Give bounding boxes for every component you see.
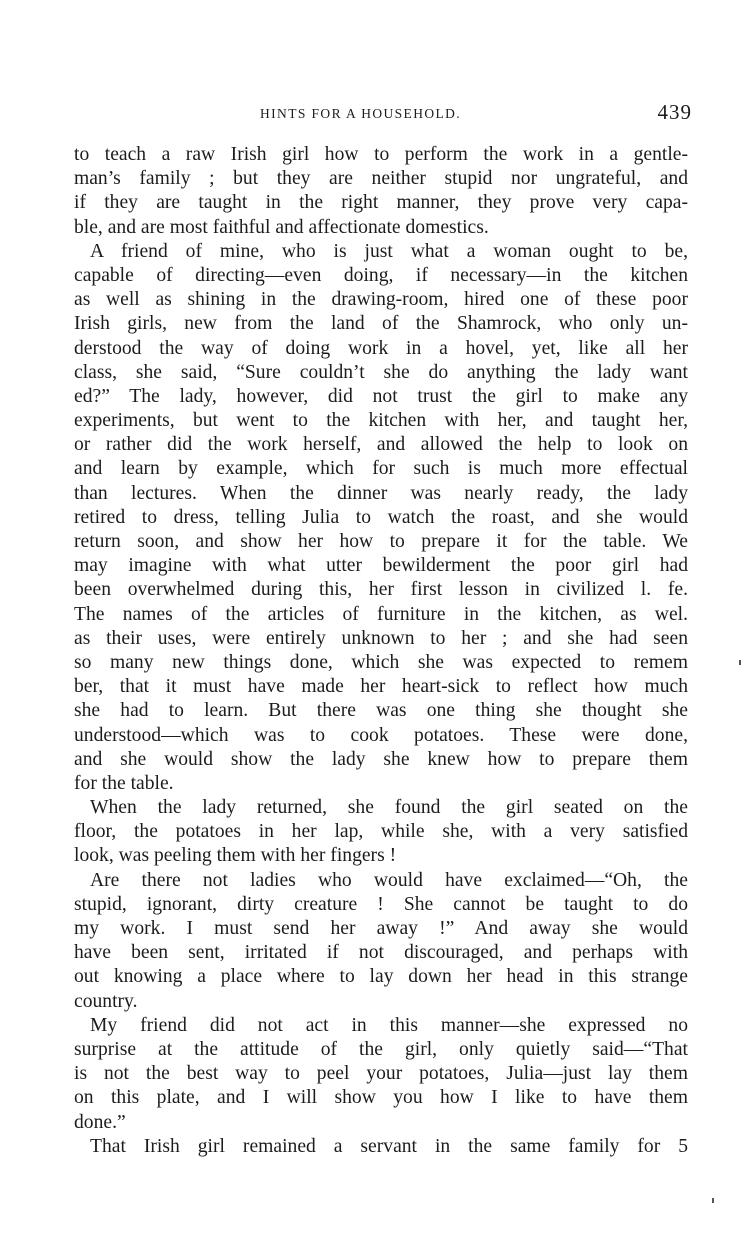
text-line: ed?” The lady, however, did not trust the girl to make any — [74, 385, 688, 407]
text-line: my work. I must send her away !” And away she would — [74, 918, 688, 939]
text-line: is not the best way to peel your potatoes, Julia—just lay them — [74, 1063, 688, 1085]
text-line: as well as shining in the drawing-room, hired one of these poor — [74, 289, 688, 311]
page-number: 439 — [657, 100, 692, 124]
text-line: for the table. — [74, 772, 174, 794]
text-line: on this plate, and I will show you how I like to have them — [74, 1087, 688, 1109]
text-line: My friend did not act in this manner—she expressed no — [90, 1014, 688, 1036]
text-line: as their uses, were entirely unknown to her ; and she had seen — [74, 627, 688, 649]
text-line: country. — [74, 990, 138, 1012]
text-line: experiments, but went to the kitchen with her, and taught her, — [74, 410, 688, 432]
text-line: surprise at the attitude of the girl, only quietly said—“That — [74, 1038, 688, 1060]
text-line: than lectures. When the dinner was nearly ready, the lady — [74, 482, 688, 504]
text-line: capable of directing—even doing, if necessary—in the kitchen — [74, 264, 688, 286]
text-line: When the lady returned, she found the girl seated on the — [90, 797, 688, 819]
text-line: floor, the potatoes in her lap, while she, with a very satisfied — [74, 821, 688, 843]
text-line: so many new things done, which she was expected to remem — [74, 651, 688, 673]
text-line: class, she said, “Sure couldn’t she do anything the lady want — [74, 361, 688, 383]
text-line: That Irish girl remained a servant in the same family for 5 — [90, 1135, 688, 1157]
text-line: ble, and are most faithful and affectionate domestics. — [74, 216, 489, 238]
text-line: stupid, ignorant, dirty creature ! She cannot be taught to do — [74, 893, 688, 915]
text-line: done.” — [74, 1111, 126, 1133]
text-line: and she would show the lady she knew how to prepare them — [74, 748, 688, 770]
ink-speck — [739, 660, 741, 665]
text-line: derstood the way of doing work in a hovel, yet, like all her — [74, 337, 688, 359]
text-line: retired to dress, telling Julia to watch the roast, and she would — [74, 506, 688, 528]
text-line: Are there not ladies who would have exclaimed—“Oh, the — [90, 869, 688, 891]
text-line: return soon, and show her how to prepare it for the table. We — [74, 531, 688, 552]
text-line: A friend of mine, who is just what a woman ought to be, — [90, 240, 688, 262]
text-line: have been sent, irritated if not discouraged, and perhaps with — [74, 942, 688, 964]
text-line: or rather did the work herself, and allowed the help to look on — [74, 434, 688, 456]
running-head — [72, 100, 692, 128]
text-line: and learn by example, which for such is much more effectual — [74, 458, 688, 480]
text-line: been overwhelmed during this, her first lesson in civilized l. fe. — [74, 579, 688, 601]
text-line: if they are taught in the right manner, they prove very capa- — [74, 192, 688, 214]
text-line: man’s family ; but they are neither stupid nor ungrateful, and — [74, 168, 688, 190]
text-line: The names of the articles of furniture in the kitchen, as wel. — [74, 603, 688, 625]
text-line: out knowing a place where to lay down her head in this strange — [74, 966, 688, 988]
text-line: to teach a raw Irish girl how to perform the work in a gentle- — [74, 144, 688, 165]
text-line: understood—which was to cook potatoes. These were done, — [74, 724, 688, 746]
text-line: look, was peeling them with her fingers ! — [74, 845, 397, 867]
text-line: she had to learn. But there was one thing she thought she — [74, 700, 688, 722]
ink-speck — [712, 1198, 714, 1203]
text-line: Irish girls, new from the land of the Shamrock, who only un- — [74, 313, 688, 335]
body-text — [74, 143, 688, 1159]
text-line: may imagine with what utter bewilderment the poor girl had — [74, 555, 688, 577]
text-line: ber, that it must have made her heart-sick to reflect how much — [74, 676, 688, 698]
running-title: HINTS FOR A HOUSEHOLD. — [260, 106, 462, 121]
